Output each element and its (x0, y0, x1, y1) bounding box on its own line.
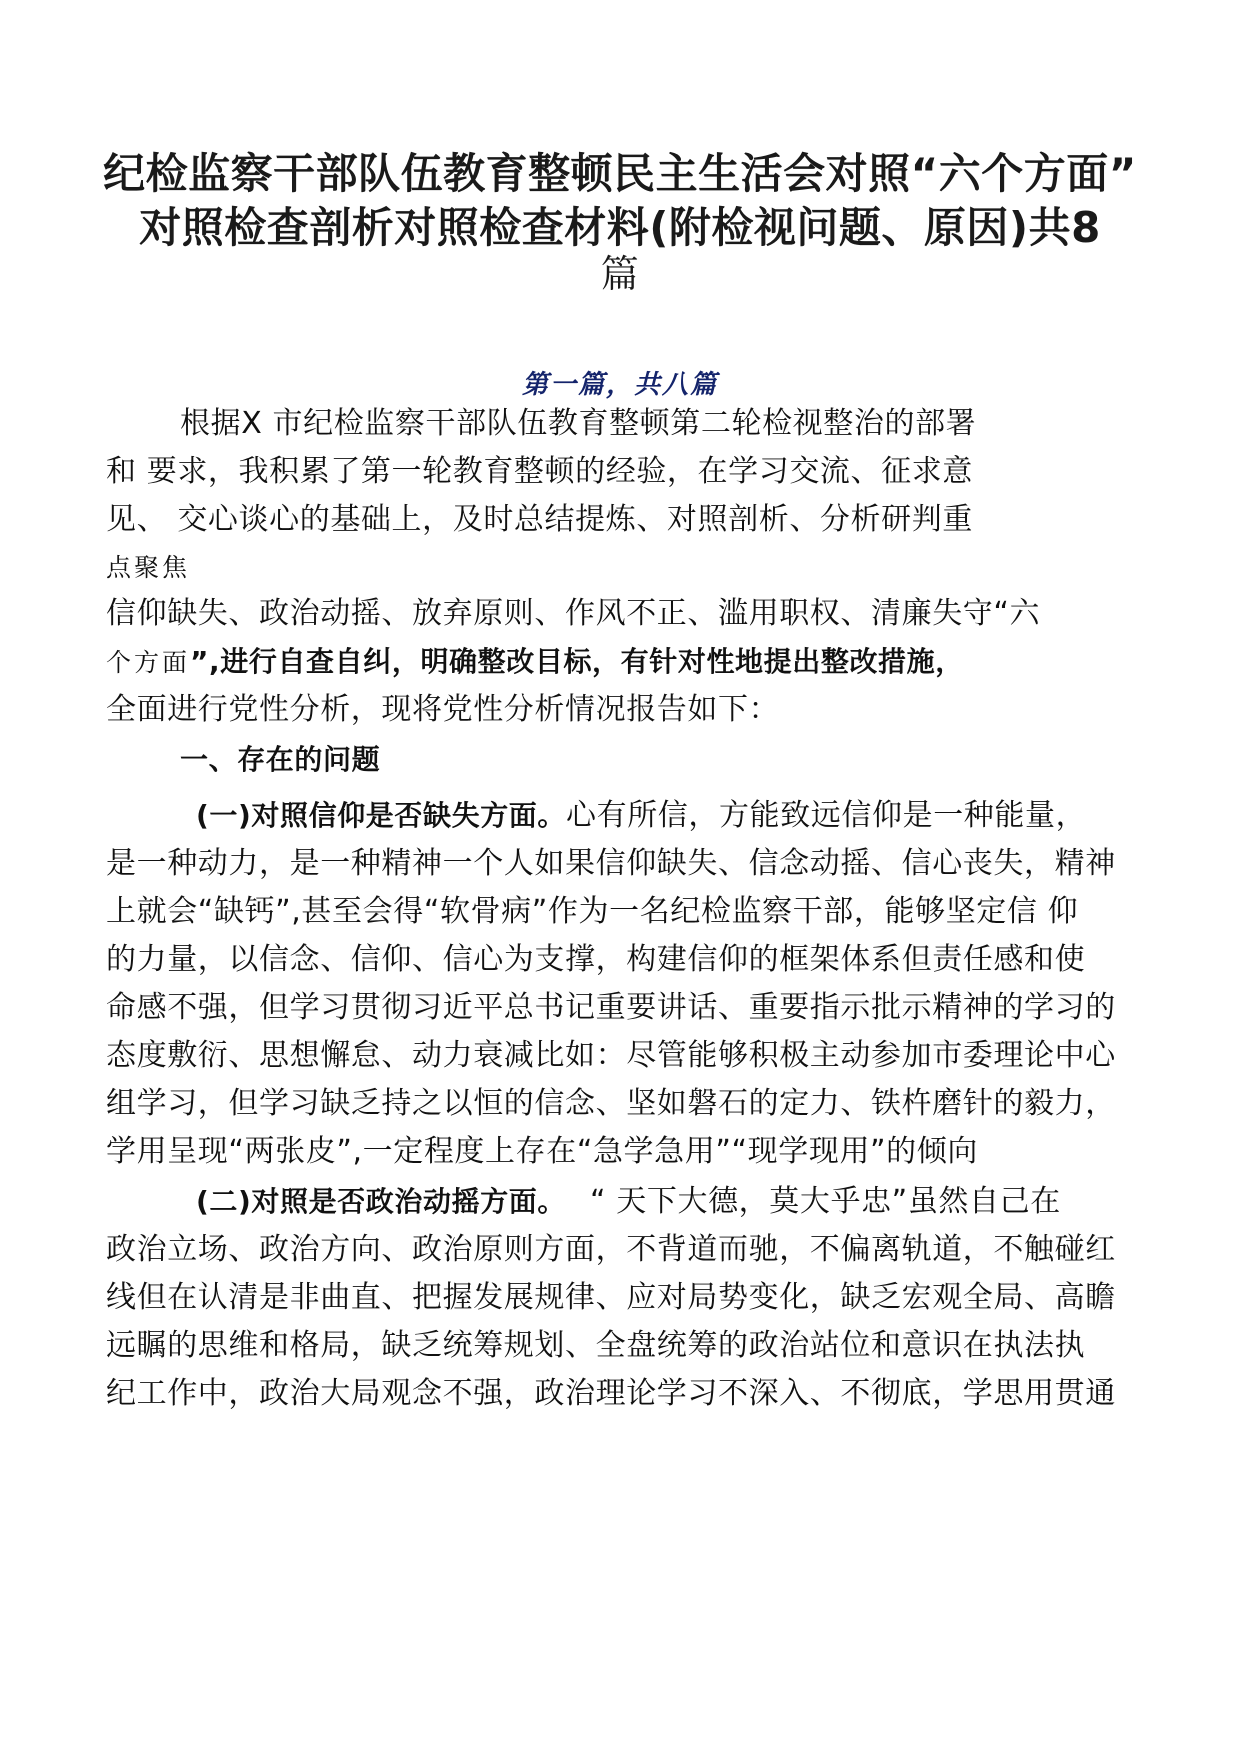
item1-line-2: 是一种动力，是一种精神一个人如果信仰缺失、信念动摇、信心丧失，精神 (106, 846, 1116, 881)
item2-line-1: “ 天下大德，莫大乎忠”虽然自己在 (590, 1184, 1061, 1219)
document-title-line-3: 篇 (600, 252, 640, 296)
item1-first-line (196, 796, 1146, 836)
item2-first-line (196, 1182, 1146, 1222)
item1-line-4: 的力量，以信念、信仰、信心为支撑，构建信仰的框架体系但责任感和使 (106, 942, 1086, 977)
document-title-line-2: 对照检查剖析对照检查材料(附检视问题、原因)共8 (139, 203, 1101, 252)
intro-line-4: 点聚焦 (106, 553, 191, 582)
item2-line-5: 纪工作中，政治大局观念不强，政治理论学习不深入、不彻底，学思用贯通 (106, 1376, 1116, 1411)
item2-line-2: 政治立场、政治方向、政治原则方面，不背道而驰，不偏离轨道，不触碰红 (106, 1232, 1116, 1267)
part-heading: 一、存在的问题 (180, 743, 381, 776)
intro-line-6 (106, 642, 1146, 683)
item1-line-3: 上就会“缺钙”,甚至会得“软骨病”作为一名纪检监察干部，能够坚定信 仰 (106, 894, 1079, 929)
document-title-line-1: 纪检监察干部队伍教育整顿民主生活会对照“六个方面” (103, 149, 1137, 198)
intro-line-1: 根据X 市纪检监察干部队伍教育整顿第二轮检视整治的部署 (180, 406, 977, 441)
intro-line-6-plain: 个方面 (106, 648, 191, 677)
item2-heading: (二)对照是否政治动摇方面。 (196, 1185, 566, 1218)
intro-line-2: 和 要求，我积累了第一轮教育整顿的经验，在学习交流、征求意 (106, 454, 973, 489)
section-heading: 第一篇，共八篇 (521, 370, 718, 400)
item1-line-8: 学用呈现“两张皮”,一定程度上存在“急学急用”“现学现用”的倾向 (106, 1134, 978, 1169)
intro-line-3: 见、 交心谈心的基础上，及时总结提炼、对照剖析、分析研判重 (106, 502, 973, 537)
item2-line-3: 线但在认清是非曲直、把握发展规律、应对局势变化，缺乏宏观全局、高瞻 (106, 1280, 1116, 1315)
item1-line-5: 命感不强，但学习贯彻习近平总书记重要讲话、重要指示批示精神的学习的 (106, 990, 1116, 1025)
item1-line-1: 心有所信，方能致远信仰是一种能量， (566, 798, 1087, 833)
intro-line-5: 信仰缺失、政治动摇、放弃原则、作风不正、滥用职权、清廉失守“六 (106, 596, 1041, 631)
item1-line-7: 组学习，但学习缺乏持之以恒的信念、坚如磐石的定力、铁杵磨针的毅力， (106, 1086, 1116, 1121)
intro-line-7: 全面进行党性分析，现将党性分析情况报告如下： (106, 692, 780, 727)
item2-line-4: 远瞩的思维和格局，缺乏统筹规划、全盘统筹的政治站位和意识在执法执 (106, 1328, 1086, 1363)
item1-line-6: 态度敷衍、思想懈怠、动力衰减比如：尽管能够积极主动参加市委理论中心 (106, 1038, 1116, 1073)
item1-heading: (一)对照信仰是否缺失方面。 (196, 799, 566, 832)
intro-line-6-bold: ”,进行自查自纠，明确整改目标，有针对性地提出整改措施， (190, 645, 964, 678)
